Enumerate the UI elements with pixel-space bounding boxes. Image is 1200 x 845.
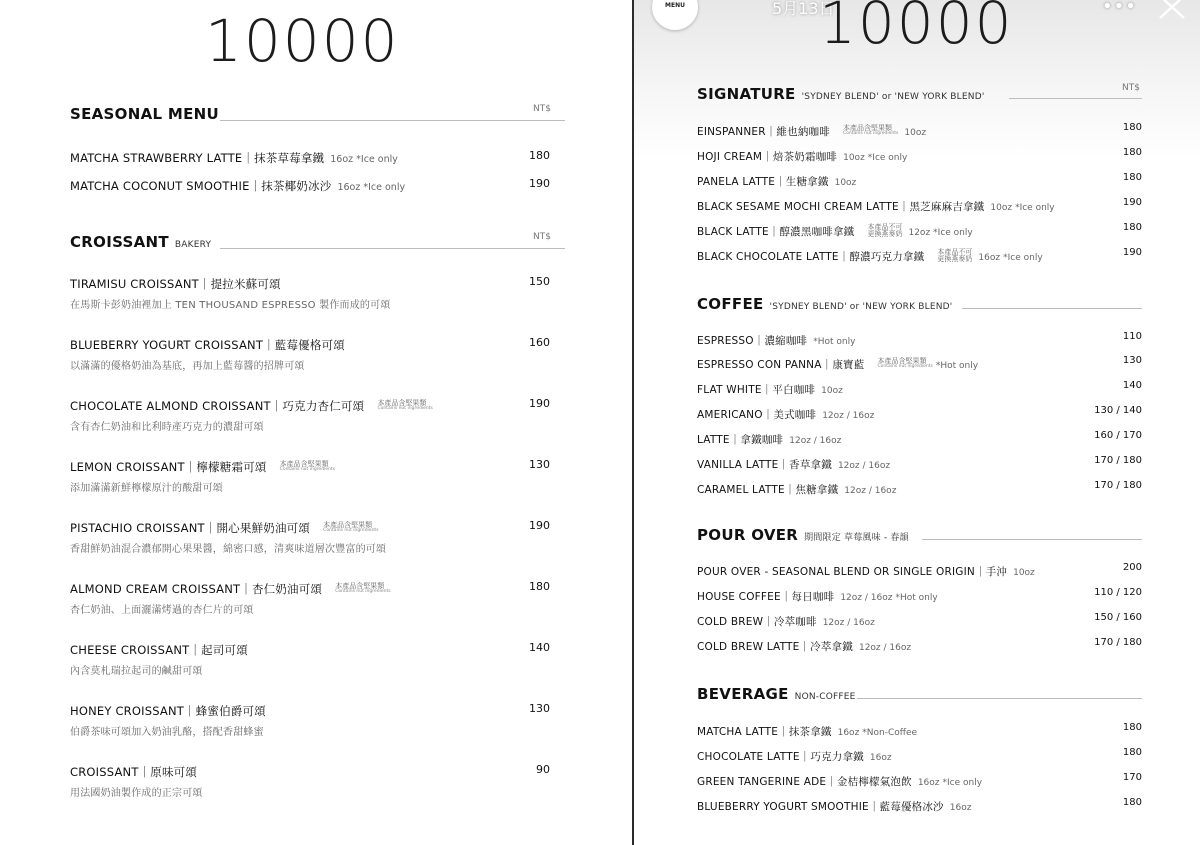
item-size: 16oz — [330, 154, 354, 165]
item-name: HOJI CREAM｜焙茶奶霜咖啡 — [697, 151, 838, 163]
item-name: BLUEBERRY YOGURT CROISSANT｜藍莓優格可頌 — [70, 338, 345, 352]
menu-item — [697, 378, 843, 397]
section-subtitle: BAKERY — [174, 240, 212, 250]
item-size: 16oz — [917, 778, 940, 788]
item-name: MATCHA LATTE｜抹茶拿鐵 — [697, 726, 832, 738]
allergen-label: 本產品含堅果類 Contains nut ingredients — [323, 520, 379, 533]
item-note: *Hot only — [813, 337, 856, 347]
item-name: GREEN TANGERINE ADE｜金桔檸檬氣泡飲 — [697, 776, 912, 788]
item-size: 10oz — [990, 203, 1013, 213]
section-subtitle: 'SYDNEY BLEND' or 'NEW YORK BLEND' — [801, 92, 985, 102]
item-name: COLD BREW｜冷萃咖啡 — [697, 616, 817, 628]
item-name: BLUEBERRY YOGURT SMOOTHIE｜藍莓優格冰沙 — [697, 801, 944, 813]
allergen-label: 本產品含堅果類 Contains nut ingredients — [877, 356, 933, 369]
item-name: PISTACHIO CROISSANT｜開心果鮮奶油可頌 — [70, 521, 311, 535]
item-name: VANILLA LATTE｜香草拿鐵 — [697, 459, 832, 471]
item-price: 180 — [1122, 147, 1142, 158]
item-price: 180 — [1122, 222, 1142, 233]
item-name: CHEESE CROISSANT｜起司可頌 — [70, 643, 248, 657]
menu-item — [70, 395, 433, 414]
menu-item — [697, 635, 911, 654]
currency-label: NT$ — [1122, 83, 1140, 93]
section-rule — [1009, 98, 1142, 99]
item-price: 180 — [1122, 122, 1142, 133]
item-price: 190 — [529, 177, 550, 190]
item-name: CHOCOLATE LATTE｜巧克力拿鐵 — [697, 751, 864, 763]
menu-item — [70, 761, 197, 780]
allergen-label: 本產品含堅果類 Contains nut ingredients — [843, 123, 899, 136]
item-description: 以滿滿的優格奶油為基底，再加上藍莓醬的招牌可頌 — [70, 361, 305, 372]
item-note: *Ice only — [356, 154, 398, 165]
oat-milk-note: 本產品不可 更換燕麥奶 — [937, 247, 973, 263]
story-date: 5月13日 — [772, 0, 835, 18]
allergen-label: 本產品含堅果類 Contains nut ingredients — [279, 459, 336, 472]
item-price: 190 — [1122, 197, 1142, 208]
item-name: MATCHA STRAWBERRY LATTE｜抹茶草莓拿鐵 — [70, 151, 325, 165]
item-name: TIRAMISU CROISSANT｜提拉米蘇可頌 — [70, 277, 281, 291]
item-description: 杏仁奶油、上面灑滿烤過的杏仁片的可頌 — [70, 605, 254, 616]
item-price: 200 — [1122, 562, 1142, 573]
item-size: 12oz / 16oz — [844, 486, 897, 496]
menu-item — [697, 403, 874, 422]
item-name: FLAT WHITE｜平白咖啡 — [697, 384, 816, 396]
item-description: 伯爵茶味可頌加入奶油乳酪，搭配香甜蜂蜜 — [70, 727, 264, 738]
menu-item — [697, 220, 973, 239]
menu-item — [697, 560, 1035, 579]
item-note: *Hot only — [935, 361, 979, 371]
menu-item — [70, 578, 391, 597]
more-options-icon[interactable]: ••• — [1102, 0, 1137, 17]
item-price: 180 — [1122, 172, 1142, 183]
item-size: 16oz — [869, 753, 892, 763]
beverage-section — [697, 684, 1142, 813]
section-rule — [220, 248, 565, 249]
item-price: 130 / 140 — [1094, 405, 1142, 416]
item-size: 10oz — [904, 128, 927, 138]
item-price: 190 — [529, 519, 550, 532]
brand-logo: 10000 — [819, 0, 1014, 57]
item-price: 130 — [1122, 355, 1142, 366]
item-price: 180 — [1122, 722, 1142, 733]
menu-item — [697, 145, 907, 164]
item-name: BLACK CHOCOLATE LATTE｜醇濃巧克力拿鐵 — [697, 251, 925, 263]
section-title: COFFEE — [697, 295, 764, 313]
section-rule — [922, 539, 1142, 540]
item-name: HONEY CROISSANT｜蜂蜜伯爵可頌 — [70, 704, 266, 718]
section-title: CROISSANT — [70, 233, 169, 251]
menu-item — [70, 273, 281, 292]
section-subtitle: 期間限定 草莓風味 - 春韻 — [804, 533, 909, 543]
croissant-section — [70, 232, 565, 822]
menu-item — [70, 175, 405, 194]
item-price: 140 — [529, 641, 550, 654]
brand-logo: 10000 — [205, 7, 400, 75]
item-price: 190 — [529, 397, 550, 410]
item-price: 160 — [529, 336, 550, 349]
section-title: BEVERAGE — [697, 685, 789, 703]
item-name: PANELA LATTE｜生糖拿鐵 — [697, 176, 829, 188]
item-price: 170 / 180 — [1094, 637, 1142, 648]
item-size: 12oz / 16oz — [840, 593, 893, 603]
menu-item — [697, 720, 917, 739]
item-price: 170 / 180 — [1094, 480, 1142, 491]
item-name: HOUSE COFFEE｜每日咖啡 — [697, 591, 835, 603]
menu-item — [697, 353, 978, 372]
item-size: 16oz — [837, 728, 860, 738]
item-name: COLD BREW LATTE｜冷萃拿鐵 — [697, 641, 853, 653]
item-size: 10oz — [834, 178, 857, 188]
item-size: 10oz — [821, 386, 843, 396]
item-name: LEMON CROISSANT｜檸檬糖霜可頌 — [70, 460, 267, 474]
item-price: 110 — [1122, 331, 1142, 342]
item-description: 含有杏仁奶油和比利時產巧克力的濃甜可頌 — [70, 422, 264, 433]
menu-item — [697, 329, 855, 348]
signature-section — [697, 83, 1142, 263]
item-name: ESPRESSO｜濃縮咖啡 — [697, 335, 808, 347]
menu-item — [697, 428, 841, 447]
menu-item — [697, 745, 892, 764]
coffee-section — [697, 294, 1142, 496]
item-description: 內含莫札瑞拉起司的鹹甜可頌 — [70, 666, 203, 677]
seasonal-section — [70, 104, 565, 193]
item-price: 160 / 170 — [1094, 430, 1142, 441]
menu-item — [70, 700, 266, 719]
close-icon[interactable] — [1154, 0, 1188, 22]
section-title: POUR OVER — [697, 526, 799, 544]
item-name: ESPRESSO CON PANNA｜康寶藍 — [697, 359, 865, 371]
item-name: CHOCOLATE ALMOND CROISSANT｜巧克力杏仁可頌 — [70, 399, 365, 413]
item-size: 12oz / 16oz — [837, 461, 891, 471]
item-size: 16oz — [978, 253, 1001, 263]
pour-over-section — [697, 525, 1142, 653]
menu-item — [697, 795, 971, 814]
item-name: MATCHA COCONUT SMOOTHIE｜抹茶椰奶冰沙 — [70, 179, 332, 193]
item-size: 12oz / 16oz — [789, 436, 842, 446]
item-size: 16oz — [337, 182, 361, 193]
item-note: *Ice only — [1015, 203, 1055, 213]
item-note: *Ice only — [867, 153, 908, 163]
item-size: 10oz — [1013, 568, 1035, 578]
item-name: POUR OVER - SEASONAL BLEND OR SINGLE ORIGIN｜手沖 — [697, 566, 1008, 578]
section-subtitle: NON-COFFEE — [794, 692, 856, 702]
menu-item — [697, 120, 926, 139]
item-price: 110 / 120 — [1094, 587, 1142, 598]
item-note: *Non-Coffee — [862, 728, 918, 738]
menu-item — [70, 639, 248, 658]
item-size: 12oz — [908, 228, 931, 238]
menu-item — [70, 456, 335, 475]
item-price: 180 — [1122, 747, 1142, 758]
item-note: *Ice only — [933, 228, 973, 238]
item-size: 12oz / 16oz — [822, 411, 875, 421]
section-rule — [962, 308, 1142, 309]
menu-item — [697, 453, 890, 472]
oat-milk-note: 本產品不可 更換燕麥奶 — [867, 222, 903, 238]
menu-item — [697, 245, 1043, 264]
item-size: 10oz — [843, 153, 865, 163]
allergen-label: 本產品含堅果類 Contains nut ingredients — [377, 398, 433, 411]
item-price: 150 — [529, 275, 550, 288]
item-price: 180 — [1122, 797, 1142, 808]
menu-item — [697, 610, 875, 629]
item-price: 90 — [536, 763, 550, 776]
currency-label: NT$ — [533, 232, 551, 242]
item-price: 180 — [529, 149, 550, 162]
item-note: *Ice only — [1003, 253, 1043, 263]
item-description: 香甜鮮奶油混合濃郁開心果果醬，綿密口感，清爽味道層次豐富的可頌 — [70, 544, 387, 555]
section-rule — [857, 698, 1142, 699]
item-size: 12oz / 16oz — [858, 643, 912, 653]
item-name: BLACK SESAME MOCHI CREAM LATTE｜黑芝麻麻吉拿鐵 — [697, 201, 985, 213]
menu-item — [697, 585, 938, 604]
item-price: 130 — [529, 702, 550, 715]
item-note: *Ice only — [363, 182, 406, 193]
section-title: SIGNATURE — [697, 85, 796, 103]
currency-label: NT$ — [533, 104, 551, 114]
section-title: SEASONAL MENU — [70, 105, 219, 123]
menu-item — [70, 334, 345, 353]
story-menu-chip[interactable]: MENU — [652, 0, 698, 30]
item-name: BLACK LATTE｜醇濃黑咖啡拿鐵 — [697, 226, 855, 238]
menu-item — [697, 170, 856, 189]
item-description: 添加滿滿新鮮檸檬原汁的酸甜可頌 — [70, 483, 223, 494]
item-price: 170 — [1122, 772, 1142, 783]
item-name: LATTE｜拿鐵咖啡 — [697, 434, 784, 446]
item-description: 在馬斯卡彭奶油裡加上 TEN THOUSAND ESPRESSO 製作而成的可頌 — [70, 300, 391, 311]
menu-item — [697, 770, 982, 789]
item-price: 150 / 160 — [1094, 612, 1142, 623]
item-price: 180 — [529, 580, 550, 593]
menu-item — [697, 195, 1055, 214]
item-size: 16oz — [949, 803, 972, 813]
right-menu-page — [634, 0, 1200, 845]
section-subtitle: 'SYDNEY BLEND' or 'NEW YORK BLEND' — [769, 302, 953, 312]
section-rule — [220, 120, 565, 121]
item-price: 130 — [529, 458, 550, 471]
menu-item — [70, 517, 379, 536]
menu-item — [697, 478, 896, 497]
menu-item — [70, 147, 398, 166]
item-price: 140 — [1122, 380, 1142, 391]
allergen-label: 本產品含堅果類 Contains nut ingredients — [335, 581, 391, 594]
item-name: ALMOND CREAM CROISSANT｜杏仁奶油可頌 — [70, 582, 323, 596]
item-name: CARAMEL LATTE｜焦糖拿鐵 — [697, 484, 839, 496]
item-name: EINSPANNER｜維也納咖啡 — [697, 126, 830, 138]
item-note: *Ice only — [942, 778, 983, 788]
item-name: AMERICANO｜美式咖啡 — [697, 409, 817, 421]
item-note: *Hot only — [895, 593, 938, 603]
item-size: 12oz / 16oz — [822, 618, 875, 628]
item-name: CROISSANT｜原味可頌 — [70, 765, 198, 779]
item-price: 170 / 180 — [1094, 455, 1142, 466]
item-price: 190 — [1122, 247, 1142, 258]
item-description: 用法國奶油製作成的正宗可頌 — [70, 788, 203, 799]
